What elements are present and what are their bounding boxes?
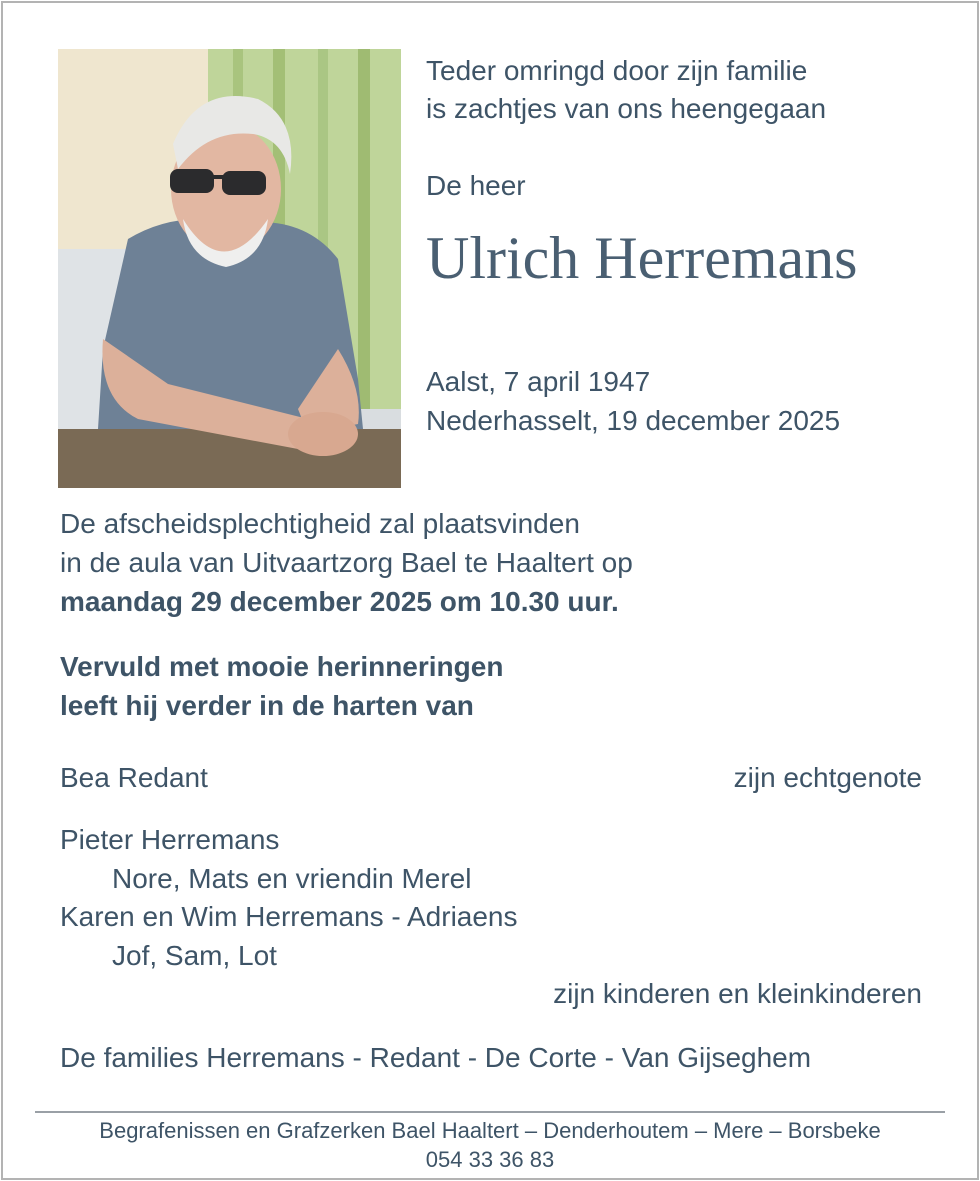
funeral-home-phone: 054 33 36 83 (425, 1147, 555, 1172)
memory-line: leeft hij verder in de harten van (60, 690, 474, 721)
grandchildren-names: Nore, Mats en vriendin Merel (112, 863, 472, 894)
grandchildren-names: Jof, Sam, Lot (112, 940, 277, 971)
birth-date: Aalst, 7 april 1947 (426, 366, 651, 397)
memory-line: Vervuld met mooie herinneringen (60, 651, 504, 682)
ceremony-text (60, 504, 633, 621)
ceremony-line: De afscheidsplechtigheid zal plaatsvinden (60, 508, 580, 539)
memory-text (60, 647, 503, 725)
footer-divider (35, 1111, 945, 1113)
spouse-role: zijn echtgenote (733, 762, 922, 793)
child-name: Karen en Wim Herremans - Adriaens (60, 901, 518, 932)
child-name: Pieter Herremans (60, 824, 280, 855)
intro-text (426, 52, 826, 128)
salutation: De heer (426, 170, 526, 201)
portrait-photo (58, 49, 401, 488)
death-date: Nederhasselt, 19 december 2025 (426, 405, 841, 436)
funeral-home: Begrafenissen en Grafzerken Bael Haaltert – Denderhoutem – Mere – Borsbeke (99, 1118, 881, 1143)
ceremony-line: in de aula van Uitvaartzorg Bael te Haaltert op (60, 547, 633, 578)
deceased-name: Ulrich Herremans (426, 225, 858, 291)
children-role: zijn kinderen en kleinkinderen (553, 978, 922, 1009)
intro-line: Teder omringd door zijn familie (426, 55, 808, 86)
intro-line: is zachtjes van ons heengegaan (426, 93, 827, 124)
life-dates (426, 362, 840, 440)
families-line: De families Herremans - Redant - De Corte - Van Gijseghem (60, 1042, 812, 1073)
ceremony-datetime: maandag 29 december 2025 om 10.30 uur. (60, 586, 619, 617)
spouse-name: Bea Redant (60, 762, 208, 793)
